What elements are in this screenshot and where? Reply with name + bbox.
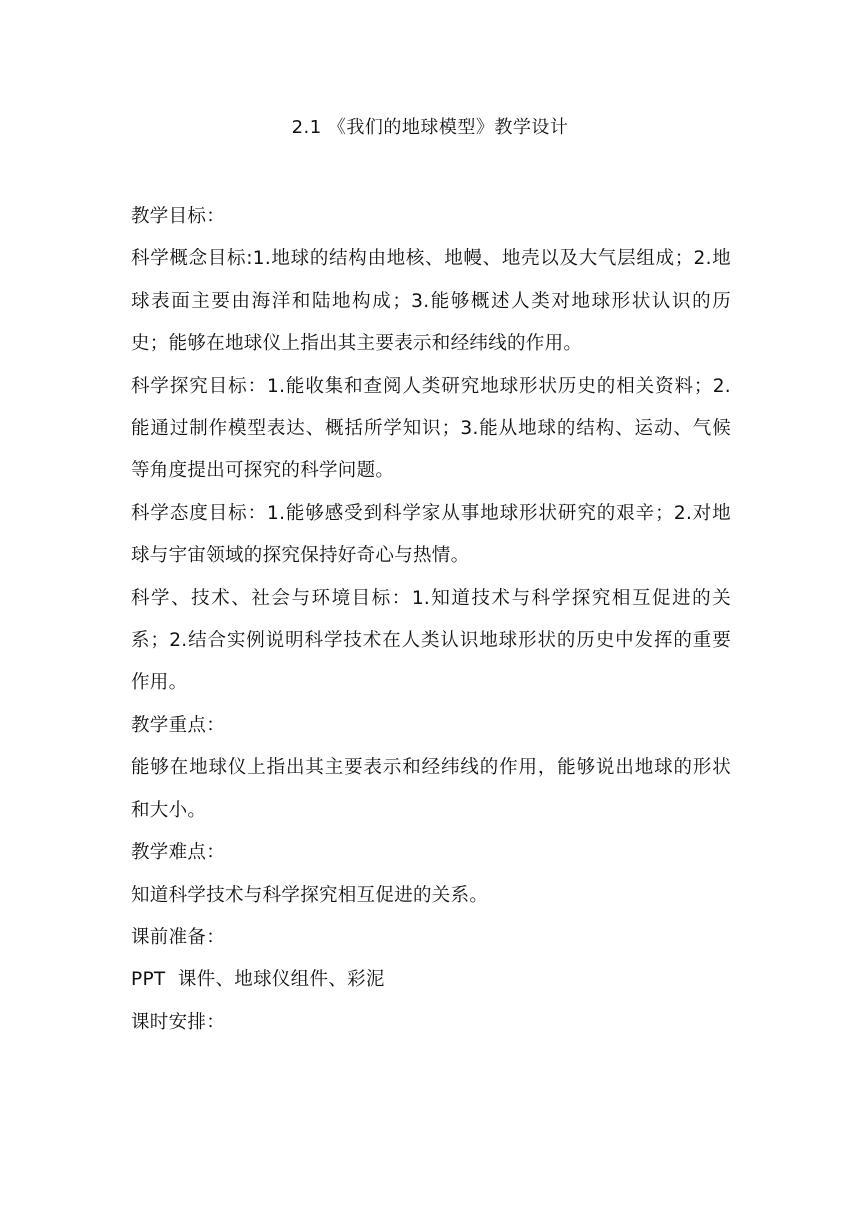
paragraph-difficulties: 知道科学技术与科学探究相互促进的关系。 [131, 884, 489, 906]
paragraph-concept-objective: 科学概念目标:1.地球的结构由地核、地幔、地壳以及大气层组成；2.地球表面主要由海洋和陆地构成；3.能够概述人类对地球形状认识的历史；能够在地球仪上指出其主要表示和经纬线的作用。 [131, 248, 731, 355]
paragraph-inquiry-objective: 科学探究目标：1.能收集和查阅人类研究地球形状历史的相关资料；2.能通过制作模型表达、概括所学知识；3.能从地球的结构、运动、气候等角度提出可探究的科学问题。 [131, 375, 731, 482]
paragraph-stse-objective: 科学、技术、社会与环境目标：1.知道技术与科学探究相互促进的关系；2.结合实例说明科学技术在人类认识地球形状的历史中发挥的重要作用。 [131, 587, 731, 694]
paragraph-attitude-objective: 科学态度目标：1.能够感受到科学家从事地球形状研究的艰辛；2.对地球与宇宙领域的探究保持好奇心与热情。 [131, 502, 731, 567]
paragraph-key-points: 能够在地球仪上指出其主要表示和经纬线的作用，能够说出地球的形状和大小。 [131, 757, 731, 821]
heading-teaching-objectives: 教学目标： [131, 206, 226, 227]
heading-preparation: 课前准备： [131, 926, 226, 948]
heading-key-points: 教学重点： [131, 714, 226, 736]
document-title: 2.1 《我们的地球模型》教学设计 [291, 117, 569, 138]
document-body [131, 196, 731, 1044]
paragraph-preparation: PPT 课件、地球仪组件、彩泥 [131, 969, 385, 991]
heading-difficulties: 教学难点： [131, 842, 226, 864]
heading-schedule: 课时安排： [131, 1011, 226, 1033]
